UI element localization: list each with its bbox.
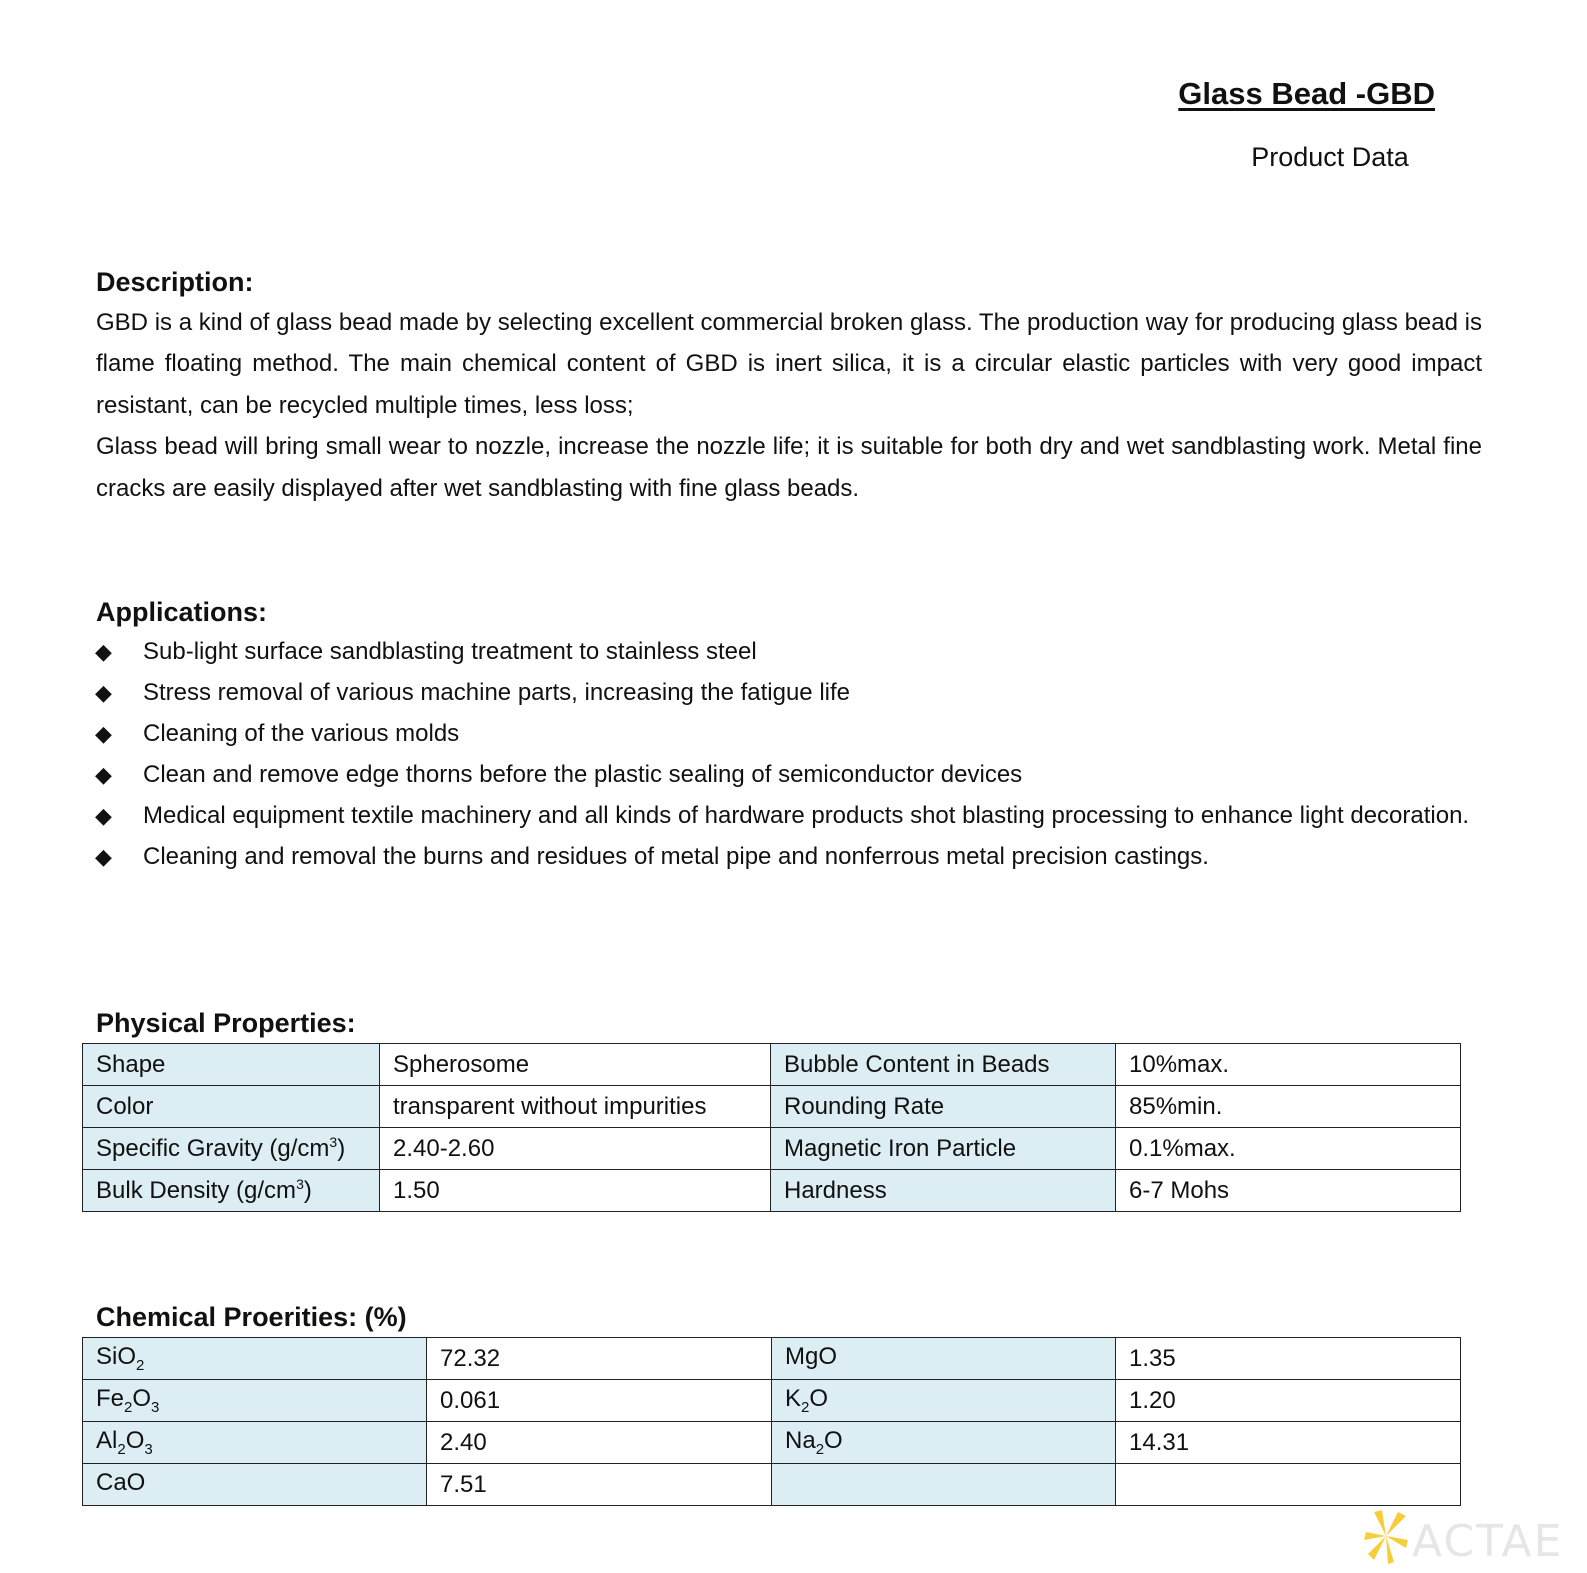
- superscript: 3: [329, 1134, 338, 1150]
- list-item: [96, 632, 1482, 673]
- property-label: Rounding Rate: [771, 1086, 1116, 1128]
- compound-value: 14.31: [1116, 1422, 1461, 1464]
- list-item: [96, 673, 1482, 714]
- compound-label: [772, 1380, 1116, 1422]
- compound-value: 72.32: [427, 1338, 772, 1380]
- table-row: [83, 1128, 1461, 1170]
- diamond-bullet-icon: ◆: [95, 680, 112, 705]
- list-item: [96, 837, 1482, 878]
- list-item-text: Medical equipment textile machinery and all kinds of hardware products shot blasting processing to enhance light decoration.: [143, 802, 1470, 829]
- formula-part: O: [132, 1385, 152, 1413]
- subscript: 2: [815, 1440, 825, 1458]
- list-item-text: Stress removal of various machine parts, increasing the fatigue life: [143, 679, 851, 706]
- formula-part: Na: [785, 1427, 816, 1455]
- compound-value: 7.51: [427, 1464, 772, 1506]
- property-label: Magnetic Iron Particle: [771, 1128, 1116, 1170]
- compound-value: 1.35: [1116, 1338, 1461, 1380]
- formula-part: Al: [96, 1427, 118, 1455]
- applications-section: [96, 592, 1482, 878]
- compound-label: [83, 1338, 427, 1380]
- label-text: Specific Gravity (g/cm: [96, 1135, 330, 1162]
- compound-value: 1.20: [1116, 1380, 1461, 1422]
- superscript: 3: [296, 1176, 304, 1192]
- property-label: Bubble Content in Beads: [771, 1044, 1116, 1086]
- label-text: ): [303, 1177, 312, 1204]
- chemical-properties-section: [82, 1297, 1460, 1506]
- list-item-text: Cleaning and removal the burns and residues of metal pipe and nonferrous metal precision castings.: [143, 843, 1209, 870]
- formula-part: Fe: [96, 1385, 125, 1413]
- property-value: 85%min.: [1116, 1086, 1461, 1128]
- subscript: 2: [117, 1440, 126, 1458]
- diamond-bullet-icon: ◆: [95, 721, 112, 746]
- property-label: Color: [83, 1086, 380, 1128]
- table-row: [83, 1422, 1461, 1464]
- diamond-bullet-icon: ◆: [95, 639, 112, 664]
- property-label: [83, 1170, 380, 1212]
- list-item-text: Sub-light surface sandblasting treatment to stainless steel: [143, 638, 757, 665]
- diamond-bullet-icon: ◆: [95, 844, 112, 869]
- table-row: [83, 1338, 1461, 1380]
- property-value: 6-7 Mohs: [1116, 1170, 1461, 1212]
- compound-value: 0.061: [427, 1380, 772, 1422]
- physical-properties-heading: Physical Properties:: [96, 1008, 356, 1038]
- compound-label: [772, 1464, 1116, 1506]
- subscript: 3: [151, 1398, 160, 1416]
- list-item-text: Clean and remove edge thorns before the plastic sealing of semiconductor devices: [143, 761, 1023, 788]
- label-text: ): [337, 1135, 346, 1162]
- subscript: 2: [124, 1398, 133, 1416]
- property-value: 10%max.: [1116, 1044, 1461, 1086]
- property-value: 2.40-2.60: [380, 1128, 771, 1170]
- applications-heading: Applications:: [96, 597, 268, 627]
- table-row: [83, 1170, 1461, 1212]
- document-title: Glass Bead -GBD: [1178, 76, 1435, 111]
- diamond-bullet-icon: ◆: [95, 762, 112, 787]
- label-text: Bulk Density (g/cm: [96, 1177, 297, 1204]
- compound-label: [83, 1464, 427, 1506]
- property-label: [83, 1128, 380, 1170]
- description-section: [96, 262, 1482, 509]
- document-subtitle: Product Data: [1251, 142, 1409, 172]
- chemical-properties-heading: Chemical Proerities: (%): [96, 1302, 407, 1332]
- compound-label: [83, 1422, 427, 1464]
- property-label: Hardness: [771, 1170, 1116, 1212]
- subscript: 2: [801, 1398, 810, 1416]
- table-row: [83, 1380, 1461, 1422]
- description-paragraph: GBD is a kind of glass bead made by selecting excellent commercial broken glass. The production way for producing glass bead is flame floating method. The main chemical content of GBD is inert silica, it is a circular elastic particles with very good impact resistant, can be recycled multiple times, less loss;: [96, 309, 1482, 419]
- property-value: transparent without impurities: [380, 1086, 771, 1128]
- physical-properties-section: [82, 1003, 1460, 1212]
- subscript: 3: [144, 1440, 153, 1458]
- diamond-bullet-icon: ◆: [95, 803, 112, 828]
- formula-part: O: [125, 1427, 145, 1455]
- pinwheel-logo-icon: [1364, 1510, 1408, 1564]
- compound-label: [772, 1338, 1116, 1380]
- description-heading: Description:: [96, 267, 254, 297]
- formula-part: K: [785, 1385, 802, 1413]
- description-paragraph: Glass bead will bring small wear to nozzle, increase the nozzle life; it is suitable for both dry and wet sandblasting work. Metal fine cracks are easily displayed after wet sandblasting with fine glass beads.: [96, 433, 1482, 502]
- list-item: [96, 796, 1482, 837]
- property-value: Spherosome: [380, 1044, 771, 1086]
- formula-part: O: [809, 1385, 829, 1413]
- subscript: 2: [136, 1356, 145, 1374]
- formula-part: O: [824, 1427, 843, 1455]
- compound-value: 2.40: [427, 1422, 772, 1464]
- applications-list: [96, 632, 1482, 878]
- compound-label: [83, 1380, 427, 1422]
- table-row: [83, 1044, 1461, 1086]
- property-label: Shape: [83, 1044, 380, 1086]
- formula-part: SiO: [96, 1343, 137, 1371]
- property-value: 0.1%max.: [1116, 1128, 1461, 1170]
- list-item: [96, 755, 1482, 796]
- table-row: [83, 1464, 1461, 1506]
- list-item-text: Cleaning of the various molds: [143, 720, 460, 747]
- formula-part: CaO: [96, 1469, 146, 1497]
- compound-label: [772, 1422, 1116, 1464]
- chemical-properties-table: [82, 1337, 1461, 1506]
- watermark-text: ACTAE: [1412, 1516, 1564, 1567]
- table-row: [83, 1086, 1461, 1128]
- property-value: 1.50: [380, 1170, 771, 1212]
- formula-part: MgO: [785, 1343, 838, 1371]
- list-item: [96, 714, 1482, 755]
- physical-properties-table: [82, 1043, 1461, 1212]
